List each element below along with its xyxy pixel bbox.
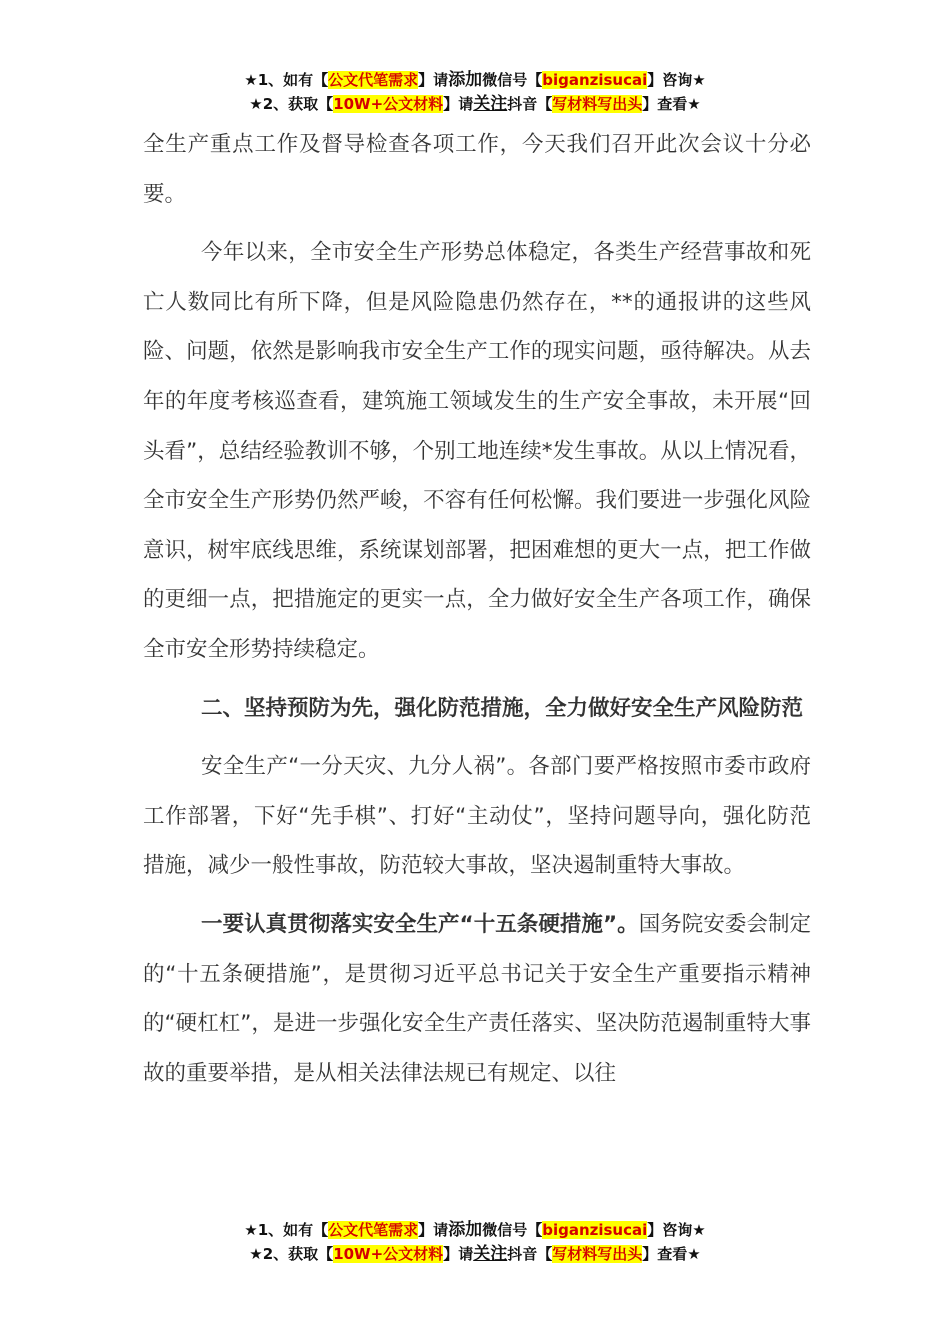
highlight-wechat-id: biganzisucai [542, 71, 648, 89]
highlight-materials: 10W+公文材料 [333, 95, 444, 113]
highlight-wechat-id: biganzisucai [542, 1221, 648, 1239]
paragraph: 全生产重点工作及督导检查各项工作，今天我们召开此次会议十分必要。 [143, 132, 811, 207]
paragraph-lead: 一要认真贯彻落实安全生产“十五条硬措施”。 [201, 911, 639, 937]
paragraph: 一要认真贯彻落实安全生产“十五条硬措施”。国务院安委会制定的“十五条硬措施”，是贯彻习近平总书记关于安全生产重要指示精神的“硬杠杠”，是进一步强化安全生产责任落实、坚决防范遏制重特大事故的重要举措，是从相关法律法规已有规定、以往 [143, 911, 811, 1086]
paragraph: 今年以来，全市安全生产形势总体稳定，各类生产经营事故和死亡人数同比有所下降，但是风险隐患仍然存在，**的通报讲的这些风险、问题，依然是影响我市安全生产工作的现实问题，亟待解决。从去年的年度考核巡查看，建筑施工领域发生的生产安全事故，未开展“回头看”，总结经验教训不够，个别工地连续*发生事故。从以上情况看，全市安全生产形势仍然严峻，不容有任何松懈。我们要进一步强化风险意识，树牢底线思维，系统谋划部署，把困难想的更大一点，把工作做的更细一点，把措施定的更实一点，全力做好安全生产各项工作，确保全市安全形势持续稳定。 [143, 240, 811, 662]
paragraph: 安全生产“一分天灾、九分人祸”。各部门要严格按照市委市政府工作部署，下好“先手棋”、打好“主动仗”，坚持问题导向，强化防范措施，减少一般性事故，防范较大事故，坚决遏制重特大事故。 [143, 754, 811, 879]
highlight-douyin-id: 写材料写出头 [552, 1245, 643, 1263]
promo-banner-top [0, 68, 950, 116]
document-body [143, 120, 811, 1107]
highlight-douyin-id: 写材料写出头 [552, 95, 643, 113]
promo-line-1: ★1、如有【公文代笔需求】请添加微信号【biganzisucai】咨询★ [244, 70, 706, 90]
promo-line-1: ★1、如有【公文代笔需求】请添加微信号【biganzisucai】咨询★ [244, 1220, 706, 1240]
promo-line-2: ★2、获取【10W+公文材料】请关注抖音【写材料写出头】查看★ [249, 94, 701, 114]
promo-line-2: ★2、获取【10W+公文材料】请关注抖音【写材料写出头】查看★ [249, 1244, 701, 1264]
promo-banner-bottom [0, 1218, 950, 1266]
highlight-service: 公文代笔需求 [328, 1221, 419, 1239]
highlight-materials: 10W+公文材料 [333, 1245, 444, 1263]
section-heading: 二、坚持预防为先，强化防范措施，全力做好安全生产风险防范 [201, 695, 804, 721]
highlight-service: 公文代笔需求 [328, 71, 419, 89]
